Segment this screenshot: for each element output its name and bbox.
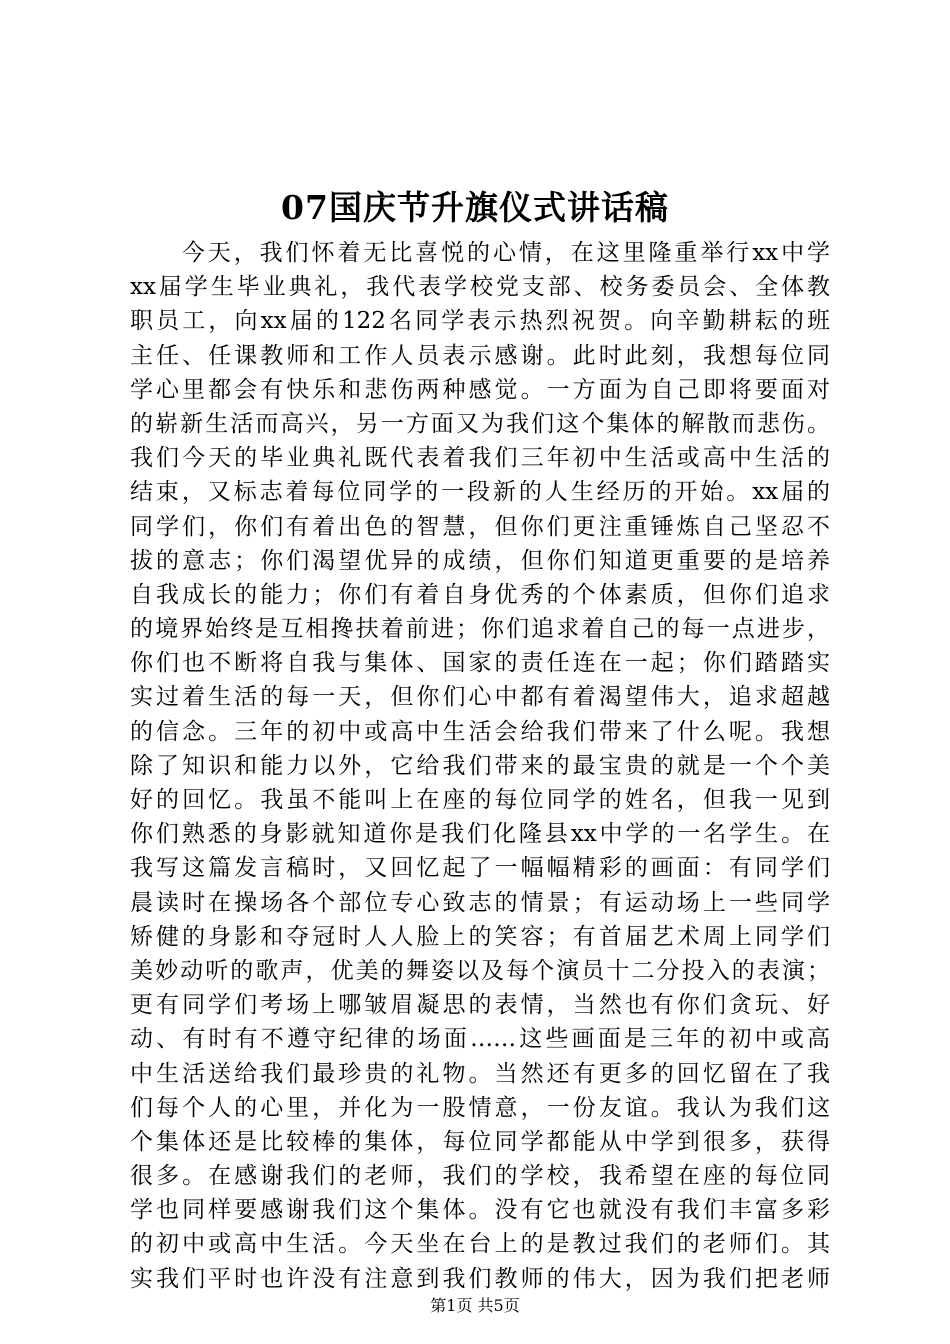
body-line: 矫健的身影和夺冠时人人脸上的笑容；有首届艺术周上同学们 <box>130 923 830 950</box>
body-line: 实过着生活的每一天，但你们心中都有着渴望伟大，追求超越 <box>130 684 830 711</box>
body-line: 的信念。三年的初中或高中生活会给我们带来了什么呢。我想 <box>130 718 830 745</box>
body-line: 好的回忆。我虽不能叫上在座的每位同学的姓名，但我一见到 <box>130 787 830 813</box>
body-line: 你们也不断将自我与集体、国家的责任连在一起；你们踏踏实 <box>130 650 830 677</box>
body-line: 自我成长的能力；你们有着自身优秀的个体素质，但你们追求 <box>130 581 830 608</box>
body-line: xx届学生毕业典礼，我代表学校党支部、校务委员会、全体教 <box>130 274 830 301</box>
body-line: 个集体还是比较棒的集体，每位同学都能从中学到很多，获得 <box>130 1128 830 1155</box>
body-line: 今天，我们怀着无比喜悦的心情，在这里隆重举行xx中学 <box>130 240 830 266</box>
page-footer: 第1页 共5页 <box>430 1296 520 1315</box>
body-line: 拔的意志；你们渴望优异的成绩，但你们知道更重要的是培养 <box>130 547 830 574</box>
body-line: 我们今天的毕业典礼既代表着我们三年初中生活或高中生活的 <box>130 445 830 472</box>
body-line: 主任、任课教师和工作人员表示感谢。此时此刻，我想每位同 <box>130 342 830 369</box>
body-line: 实我们平时也许没有注意到我们教师的伟大，因为我们把老师 <box>130 1265 830 1292</box>
body-line: 中生活送给我们最珍贵的礼物。当然还有更多的回忆留在了我 <box>130 1060 830 1087</box>
body-line: 晨读时在操场各个部位专心致志的情景；有运动场上一些同学 <box>130 889 830 916</box>
body-line: 结束，又标志着每位同学的一段新的人生经历的开始。xx届的 <box>130 479 830 506</box>
document-title: 07国庆节升旗仪式讲话稿 <box>281 188 669 227</box>
body-line: 的境界始终是互相搀扶着前进；你们追求着自己的每一点进步， <box>130 616 830 643</box>
body-paragraph <box>130 236 830 1296</box>
body-line: 除了知识和能力以外，它给我们带来的最宝贵的就是一个个美 <box>130 752 830 779</box>
body-line: 学也同样要感谢我们这个集体。没有它也就没有我们丰富多彩 <box>130 1197 830 1224</box>
body-line: 美妙动听的歌声，优美的舞姿以及每个演员十二分投入的表演； <box>130 957 830 984</box>
body-line: 学心里都会有快乐和悲伤两种感觉。一方面为自己即将要面对 <box>130 376 830 403</box>
body-line: 们每个人的心里，并化为一股情意，一份友谊。我认为我们这 <box>130 1094 830 1121</box>
body-line: 我写这篇发言稿时，又回忆起了一幅幅精彩的画面：有同学们 <box>130 855 830 882</box>
body-line: 更有同学们考场上哪皱眉凝思的表情，当然也有你们贪玩、好 <box>130 992 830 1019</box>
body-line: 动、有时有不遵守纪律的场面……这些画面是三年的初中或高 <box>130 1026 830 1053</box>
body-line: 同学们，你们有着出色的智慧，但你们更注重锤炼自己坚忍不 <box>130 513 830 540</box>
body-line: 的初中或高中生活。今天坐在台上的是教过我们的老师们。其 <box>130 1231 830 1258</box>
body-line: 的崭新生活而高兴，另一方面又为我们这个集体的解散而悲伤。 <box>130 410 830 437</box>
body-line: 你们熟悉的身影就知道你是我们化隆县xx中学的一名学生。在 <box>130 821 830 848</box>
body-line: 职员工，向xx届的122名同学表示热烈祝贺。向辛勤耕耘的班 <box>130 308 830 335</box>
body-line: 很多。在感谢我们的老师，我们的学校，我希望在座的每位同 <box>130 1163 830 1190</box>
